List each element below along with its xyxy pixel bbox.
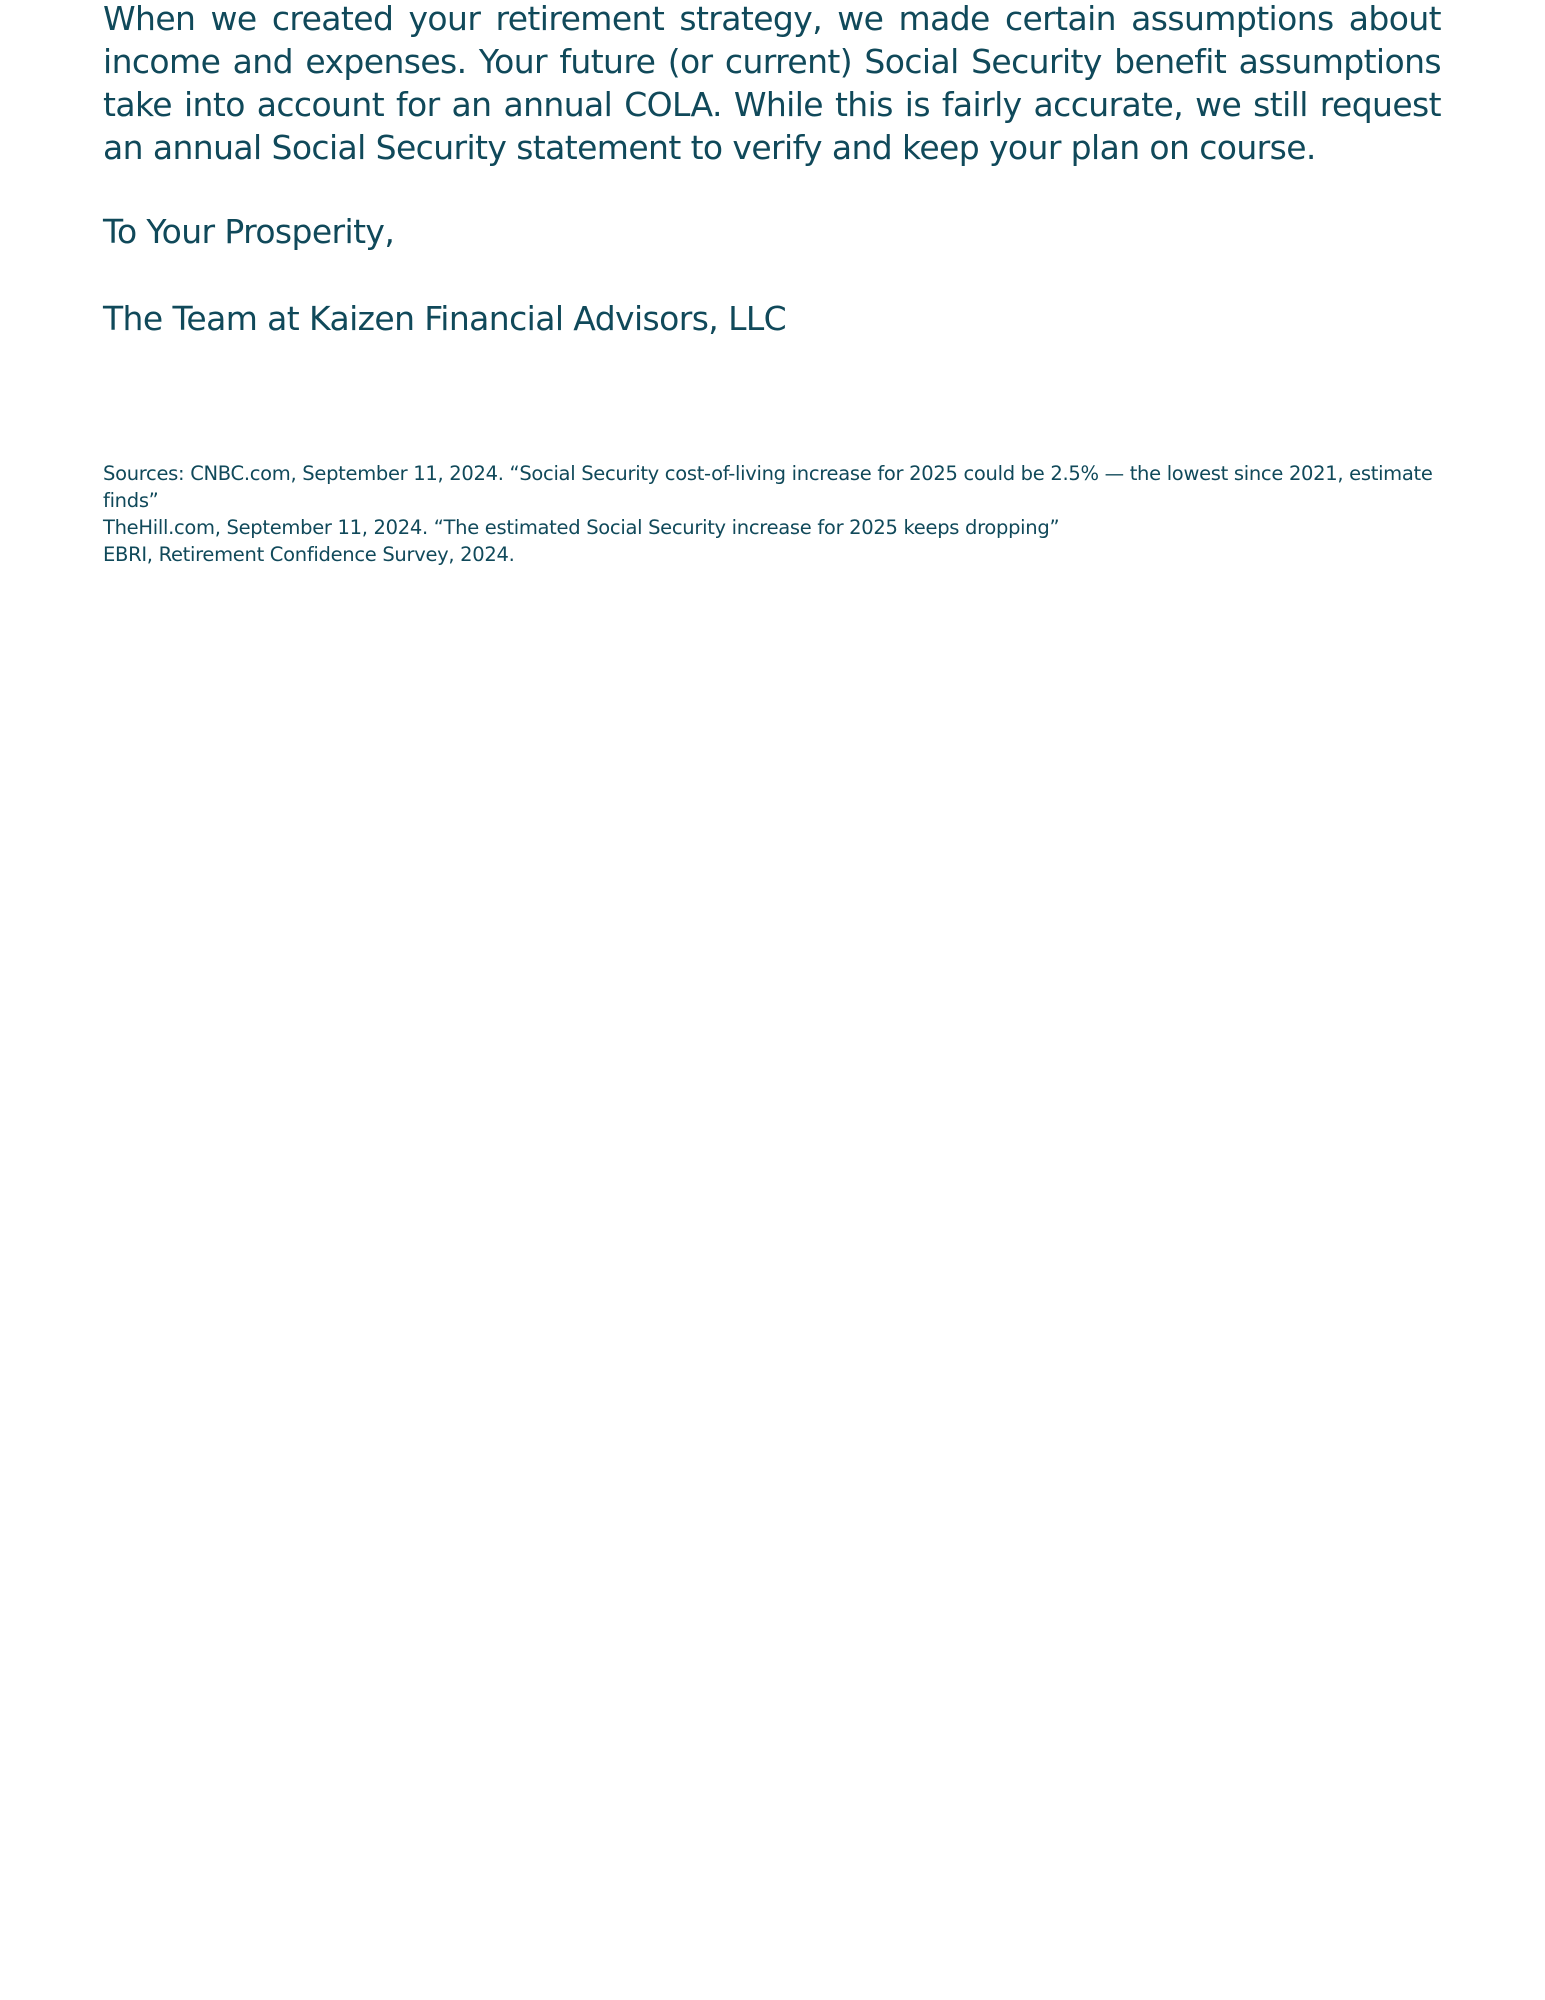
source-item-cnbc: Sources: CNBC.com, September 11, 2024. “Social Security cost-of-living increase for 2025 could be 2.5% — the lowest since 2021, estimate finds” <box>103 462 1433 512</box>
sources-footnote <box>103 460 1448 568</box>
source-item-thehill: TheHill.com, September 11, 2024. “The estimated Social Security increase for 2025 keeps dropping” <box>103 516 1060 539</box>
body-paragraph: When we created your retirement strategy, we made certain assumptions about income and expenses. Your future (or current) Social Security benefit assumptions take into account for an annual COLA. While this is fairly accurate, we still request an annual Social Security statement to verify and keep your plan on course. <box>103 0 1441 167</box>
signature-line: The Team at Kaizen Financial Advisors, LLC <box>103 299 787 338</box>
source-item-ebri: EBRI, Retirement Confidence Survey, 2024. <box>103 543 515 566</box>
closing-salutation: To Your Prosperity, <box>103 212 395 251</box>
